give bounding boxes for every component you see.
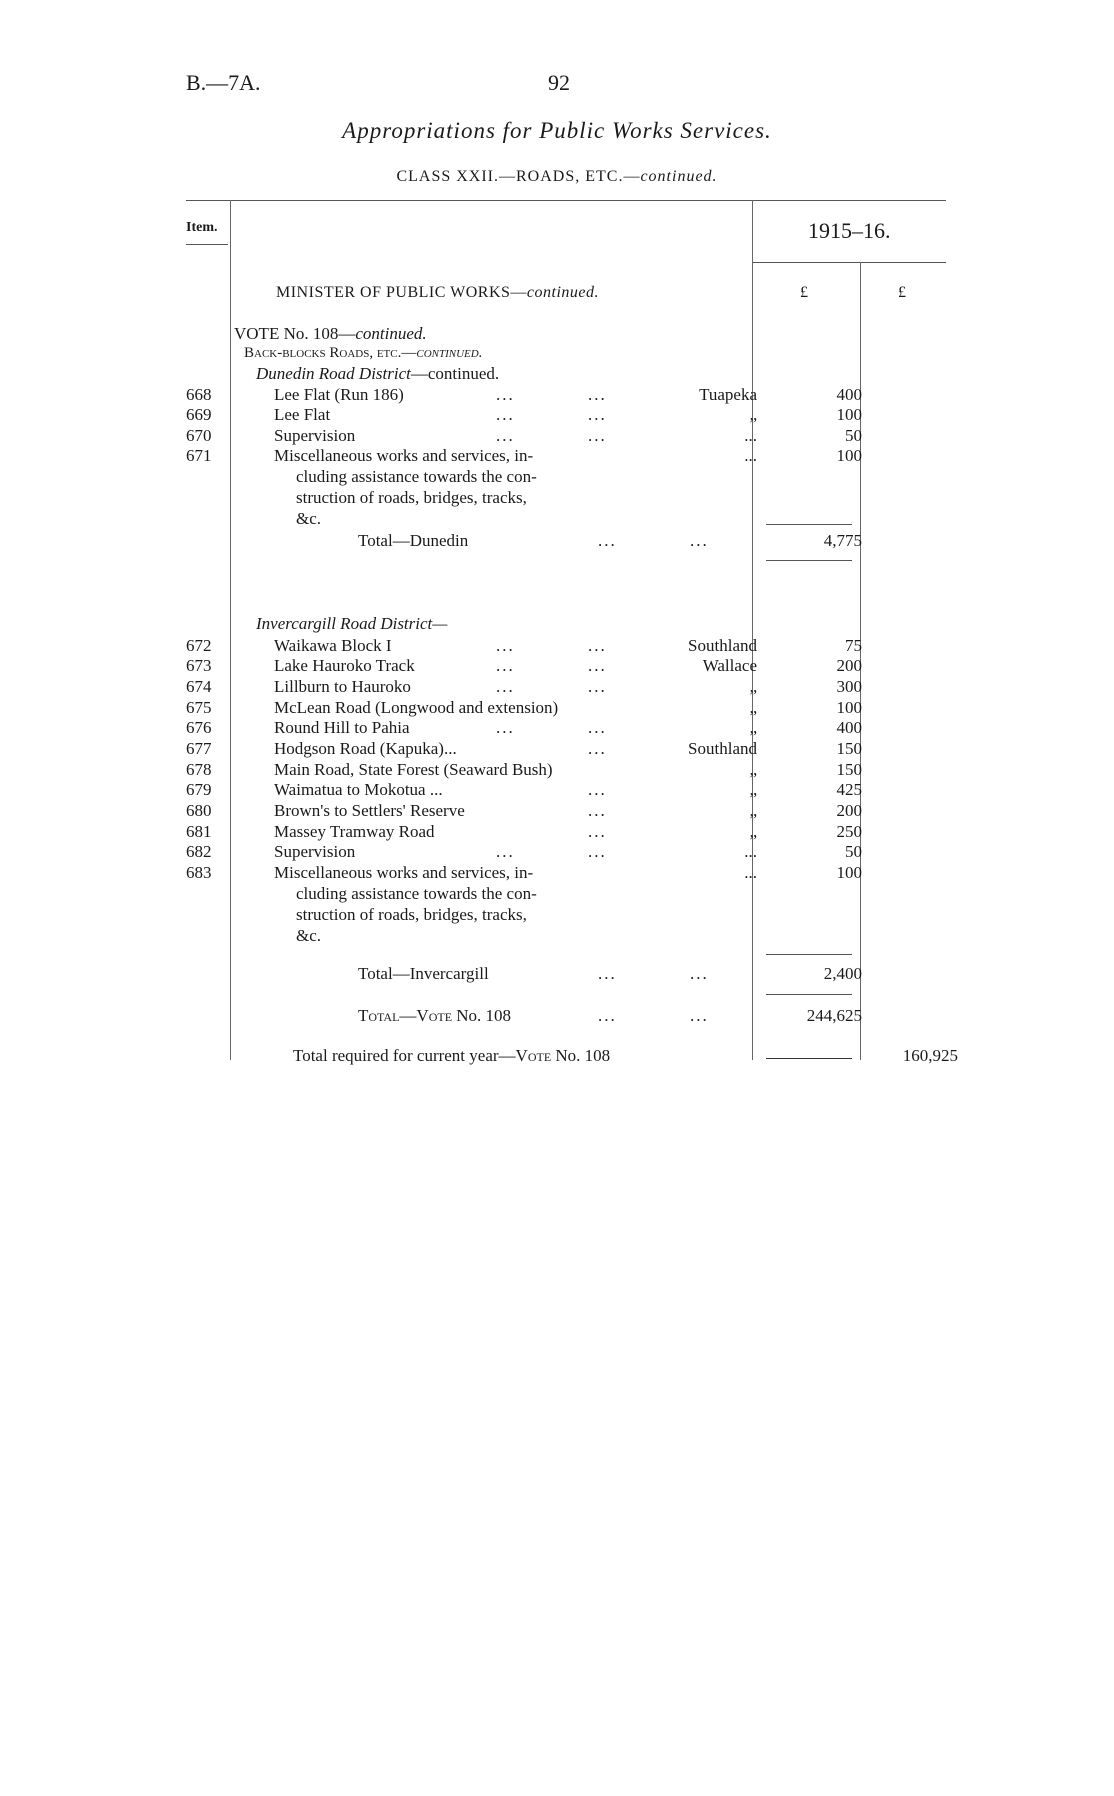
invercargill-total-amount: 2,400 xyxy=(823,964,862,983)
vote-total-label xyxy=(358,1006,511,1026)
leader-dots: ... xyxy=(496,426,515,445)
item-county: „ xyxy=(749,780,757,799)
table-row xyxy=(0,426,1114,446)
item-county: Wallace xyxy=(702,656,757,675)
dunedin-total-label: Total—Dunedin xyxy=(358,531,469,550)
leader-dots: ... xyxy=(588,842,607,861)
leader-dots: ... xyxy=(598,531,617,550)
header-top-rule xyxy=(186,200,946,201)
table-row xyxy=(0,656,1114,676)
leader-dots: ... xyxy=(496,636,515,655)
item-county: ... xyxy=(744,426,757,445)
item-number: 673 xyxy=(186,656,212,675)
item-amount: 100 xyxy=(836,698,862,717)
item-county: Southland xyxy=(688,739,757,758)
item-number: 668 xyxy=(186,385,212,404)
item-description: Lee Flat (Run 186) xyxy=(274,385,404,404)
item-description: Waikawa Block I xyxy=(274,636,392,655)
leader-dots: ... xyxy=(598,964,617,983)
item-description-continued: &c. xyxy=(296,509,322,528)
grand-total-label-prefix: Total required for current year— xyxy=(293,1046,516,1065)
grand-total-label-suffix: No. 108 xyxy=(551,1046,611,1065)
item-amount: 400 xyxy=(836,718,862,737)
table-row xyxy=(0,780,1114,800)
table-row xyxy=(0,636,1114,656)
backblocks-heading-prefix: Back-blocks Roads, etc.— xyxy=(244,345,417,361)
pound-symbol-2: £ xyxy=(898,284,906,301)
leader-dots: ... xyxy=(588,405,607,424)
grand-total-leader-rule xyxy=(766,1058,852,1059)
invercargill-total-bottom-rule xyxy=(766,994,852,995)
item-description: Round Hill to Pahia xyxy=(274,718,410,737)
leader-dots: ... xyxy=(588,426,607,445)
table-row xyxy=(0,822,1114,842)
class-subtitle-suffix: continued. xyxy=(640,168,718,185)
backblocks-heading xyxy=(244,345,482,362)
vote-total-amount: 244,625 xyxy=(806,1006,862,1025)
item-number: 671 xyxy=(186,446,212,465)
item-county: „ xyxy=(749,822,757,841)
item-amount: 200 xyxy=(836,656,862,675)
vote-total-label-suffix: No. 108 xyxy=(452,1006,512,1025)
table-row xyxy=(0,842,1114,862)
item-description: Miscellaneous works and services, in- xyxy=(274,446,534,465)
item-amount: 200 xyxy=(836,801,862,820)
item-county: ... xyxy=(744,446,757,465)
item-county: ... xyxy=(744,842,757,861)
vote-total-label-prefix: Total xyxy=(358,1006,400,1025)
item-number: 675 xyxy=(186,698,212,717)
item-county: Tuapeka xyxy=(699,385,757,404)
item-amount: 100 xyxy=(836,446,862,465)
leader-dots: ... xyxy=(690,964,709,983)
item-number: 682 xyxy=(186,842,212,861)
item-description-continued: &c. xyxy=(296,926,322,945)
item-description: Brown's to Settlers' Reserve xyxy=(274,801,465,820)
item-county: Southland xyxy=(688,636,757,655)
table-row xyxy=(0,760,1114,780)
table-row xyxy=(0,801,1114,821)
leader-dots: ... xyxy=(588,780,607,799)
item-number: 676 xyxy=(186,718,212,737)
vote-heading-prefix: VOTE No. 108— xyxy=(234,324,356,343)
item-number: 674 xyxy=(186,677,212,696)
dunedin-district-heading xyxy=(256,364,499,384)
leader-dots: ... xyxy=(496,718,515,737)
item-description: Hodgson Road (Kapuka)... xyxy=(274,739,457,758)
item-amount: 400 xyxy=(836,385,862,404)
page-title: Appropriations for Public Works Services. xyxy=(342,118,772,143)
item-county: ... xyxy=(744,863,757,882)
item-description-continued: cluding assistance towards the con- xyxy=(296,884,537,903)
leader-dots: ... xyxy=(588,636,607,655)
item-description: Waimatua to Mokotua ... xyxy=(274,780,443,799)
item-description: McLean Road (Longwood and extension) xyxy=(274,698,559,717)
item-description-continued: struction of roads, bridges, tracks, xyxy=(296,488,527,507)
item-county: „ xyxy=(749,760,757,779)
dunedin-total-bottom-rule xyxy=(766,560,852,561)
dunedin-district-name: Dunedin Road District xyxy=(256,364,411,383)
item-number: 677 xyxy=(186,739,212,758)
class-subtitle-prefix: CLASS XXII.—ROADS, ETC.— xyxy=(396,168,641,185)
document-reference: B.—7A. xyxy=(186,70,261,95)
leader-dots: ... xyxy=(496,842,515,861)
item-number: 678 xyxy=(186,760,212,779)
pound-symbol-1: £ xyxy=(800,284,808,301)
leader-dots: ... xyxy=(496,405,515,424)
item-column-divider xyxy=(230,200,231,1060)
year-header-underline xyxy=(752,262,946,263)
item-number: 670 xyxy=(186,426,212,445)
table-row xyxy=(0,385,1114,405)
amount-column-left-divider xyxy=(752,200,753,1060)
item-description-continued: cluding assistance towards the con- xyxy=(296,467,537,486)
item-description: Massey Tramway Road xyxy=(274,822,435,841)
item-amount: 50 xyxy=(845,842,862,861)
vote-total-label-mid: —Vote xyxy=(399,1006,453,1025)
item-number: 669 xyxy=(186,405,212,424)
leader-dots: ... xyxy=(588,385,607,404)
item-column-header: Item. xyxy=(186,220,218,235)
item-description-continued: struction of roads, bridges, tracks, xyxy=(296,905,527,924)
leader-dots: ... xyxy=(598,1006,617,1025)
leader-dots: ... xyxy=(588,801,607,820)
table-row xyxy=(0,698,1114,718)
table-row xyxy=(0,405,1114,425)
item-county: „ xyxy=(749,718,757,737)
leader-dots: ... xyxy=(496,656,515,675)
item-amount: 150 xyxy=(836,739,862,758)
item-amount: 425 xyxy=(836,780,862,799)
leader-dots: ... xyxy=(690,1006,709,1025)
item-amount: 50 xyxy=(845,426,862,445)
item-county: „ xyxy=(749,677,757,696)
item-county: „ xyxy=(749,698,757,717)
table-row xyxy=(0,863,1114,883)
leader-dots: ... xyxy=(496,677,515,696)
leader-dots: ... xyxy=(690,531,709,550)
grand-total-label xyxy=(293,1046,610,1066)
table-row xyxy=(0,677,1114,697)
item-county: „ xyxy=(749,405,757,424)
grand-total-amount: 160,925 xyxy=(902,1046,958,1065)
dunedin-total-amount: 4,775 xyxy=(823,531,862,550)
backblocks-heading-suffix: continued. xyxy=(416,345,483,361)
leader-dots: ... xyxy=(588,718,607,737)
item-amount: 100 xyxy=(836,863,862,882)
grand-total-label-vote: Vote xyxy=(515,1046,552,1065)
item-description: Miscellaneous works and services, in- xyxy=(274,863,534,882)
invercargill-district-name: Invercargill Road District— xyxy=(256,614,448,633)
dunedin-total-top-rule xyxy=(766,524,852,525)
item-amount: 150 xyxy=(836,760,862,779)
item-description: Supervision xyxy=(274,426,356,445)
item-number: 681 xyxy=(186,822,212,841)
item-number: 683 xyxy=(186,863,212,882)
table-row xyxy=(0,718,1114,738)
invercargill-total-label: Total—Invercargill xyxy=(358,964,489,983)
leader-dots: ... xyxy=(588,739,607,758)
item-description: Lake Hauroko Track xyxy=(274,656,415,675)
item-description: Lillburn to Hauroko xyxy=(274,677,411,696)
item-amount: 100 xyxy=(836,405,862,424)
table-row xyxy=(0,739,1114,759)
item-amount: 300 xyxy=(836,677,862,696)
year-column-header: 1915–16. xyxy=(808,218,891,243)
class-subtitle xyxy=(0,168,1114,186)
item-number: 679 xyxy=(186,780,212,799)
vote-heading-suffix: continued. xyxy=(355,324,427,343)
item-amount: 75 xyxy=(845,636,862,655)
item-number: 680 xyxy=(186,801,212,820)
item-description: Supervision xyxy=(274,842,356,861)
leader-dots: ... xyxy=(588,677,607,696)
vote-heading xyxy=(234,324,427,344)
item-description: Lee Flat xyxy=(274,405,331,424)
table-row xyxy=(0,446,1114,466)
invercargill-district-heading xyxy=(256,614,447,634)
leader-dots: ... xyxy=(496,385,515,404)
leader-dots: ... xyxy=(588,656,607,675)
invercargill-total-top-rule xyxy=(766,954,852,955)
item-county: „ xyxy=(749,801,757,820)
minister-heading xyxy=(276,284,599,302)
item-description: Main Road, State Forest (Seaward Bush) xyxy=(274,760,553,779)
item-number: 672 xyxy=(186,636,212,655)
dunedin-district-suffix: —continued. xyxy=(410,364,500,383)
item-amount: 250 xyxy=(836,822,862,841)
page-number: 92 xyxy=(548,70,570,95)
leader-dots: ... xyxy=(588,822,607,841)
minister-heading-suffix: continued. xyxy=(526,284,599,301)
minister-heading-prefix: MINISTER OF PUBLIC WORKS— xyxy=(276,284,527,301)
item-header-underline xyxy=(186,244,228,245)
